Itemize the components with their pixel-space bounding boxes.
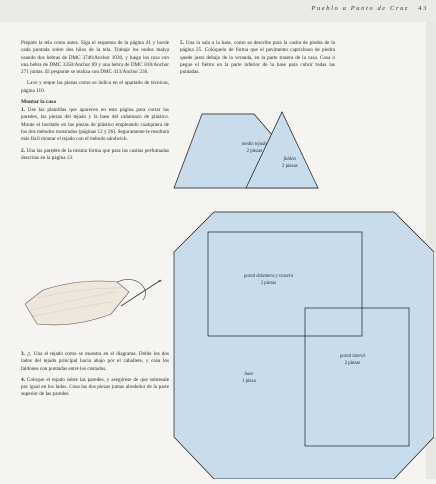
step-1-text: Use las plantillas que aparecen en esta página para cortar las paredes, las piezas del tejado y la base del cañamazo de plástico. Monte el bordado en las piezas de plástico empleando cualquiera de los dos métodos mostrados (páginas 12 y 26). Seguramente le resultará más fácil montar el tejado con el método sándwich. bbox=[21, 107, 169, 143]
page-number: 43 bbox=[418, 5, 428, 12]
roof-name: medio tejado bbox=[242, 142, 267, 147]
step-5-text: Una la sala a la base, como se describe para la casita de piedra de la página 25. Colóquelo de forma que el pavimento caprichoso de piedra quede justo debajo de la veranda, en la parte trasera de la casa. Cosa o pegue el fieltro en la parte inferior de la base para cubrir todas las puntadas. bbox=[180, 40, 335, 76]
front-back-wall-count: 2 piezas bbox=[260, 280, 277, 286]
step-2-text: Una las paredes de la misma forma que para las casitas perfumadas descritas en la página 13. bbox=[21, 147, 170, 161]
cloth-illustration bbox=[21, 270, 169, 340]
roof-count: 2 piezas bbox=[246, 148, 263, 154]
base-count: 1 pieza bbox=[242, 378, 256, 384]
running-head bbox=[311, 5, 428, 12]
step-3-text: △ Una el tejado como se muestra en el diagrama. Doble los dos lados del tejado principal hacia abajo por el caballete, y cosa los faldones con puntadas entre los costados. bbox=[21, 351, 170, 372]
step-2 bbox=[21, 148, 169, 163]
step-3 bbox=[21, 351, 169, 373]
base-template bbox=[174, 212, 434, 479]
step-5 bbox=[180, 40, 335, 76]
step-3-number: 3. bbox=[21, 351, 25, 357]
left-column-bottom bbox=[21, 351, 169, 403]
side-wall-name: pared lateral bbox=[340, 354, 366, 359]
step-5-number: 5. bbox=[180, 40, 184, 46]
intro-paragraph: Prepare la tela como antes. Siga el esquema de la página 41 y borde cada puntada sobre dos hilos de la tela. Trabaje los nudos malva usando dos hebras de DMC 3746/Anchor 1030, y luego los rosa con una hebra de DMC 3350/Anchor 69 y una hebra de DMC 818/Anchor 271 juntas. El pespunte se realiza con DMC 413/Anchor 236. bbox=[21, 40, 169, 76]
section-title: Montar la casa bbox=[21, 99, 57, 106]
header-band bbox=[0, 0, 436, 22]
step-2-number: 2. bbox=[21, 147, 25, 154]
side-wall-label bbox=[340, 354, 365, 367]
front-back-wall-label bbox=[244, 274, 293, 287]
wash-paragraph: Lave y seque las piezas como se indica en el apartado de técnicas, página 110. bbox=[21, 80, 169, 94]
side-wall-count: 2 piezas bbox=[344, 360, 361, 366]
template-shapes bbox=[172, 100, 434, 479]
step-4-number: 4. bbox=[21, 376, 25, 383]
left-column bbox=[21, 40, 169, 166]
template-diagram bbox=[172, 100, 434, 479]
running-title: Pueblo a Punto de Cruz bbox=[311, 5, 410, 12]
base-name: base bbox=[244, 372, 254, 377]
gable-label bbox=[282, 157, 298, 170]
roof-label bbox=[242, 142, 267, 155]
right-column bbox=[180, 40, 335, 80]
step-1-number: 1. bbox=[21, 107, 25, 114]
gable-count: 2 piezas bbox=[282, 163, 298, 169]
gable-name: faldón bbox=[283, 157, 296, 162]
front-back-wall-name: pared delantera y trasera bbox=[244, 274, 293, 279]
step-4 bbox=[21, 377, 169, 399]
step-4-text: Coloque el tejado sobre las paredes, y asegúrese de que sobresale por igual en los lados. Cosa las dos piezas juntas alrededor de la parte superior de las paredes. bbox=[21, 376, 170, 398]
step-1 bbox=[21, 107, 169, 143]
base-label bbox=[242, 372, 256, 385]
